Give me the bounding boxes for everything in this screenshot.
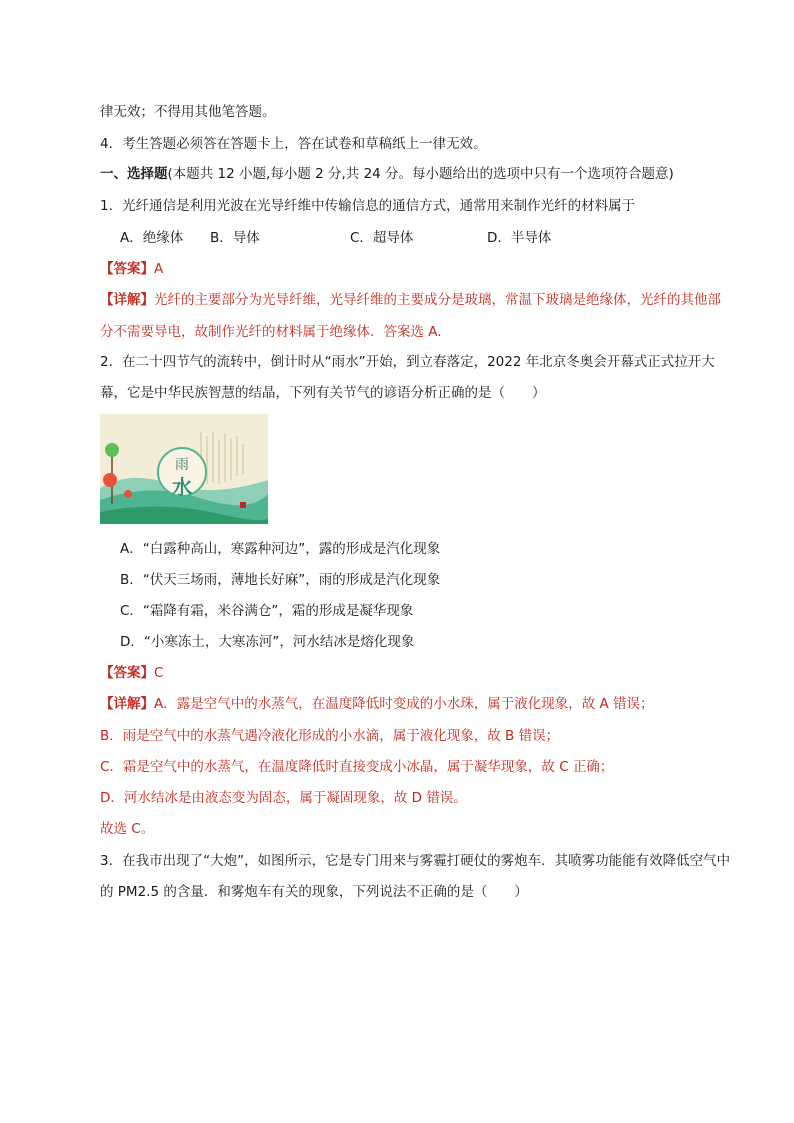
answer-tag: 【答案】 — [100, 261, 154, 277]
q2-option-d: D．“小寒冻土，大寒冻河”，河水结冰是熔化现象 — [120, 634, 415, 650]
q1-answer-value: A — [154, 261, 164, 277]
rain-water-illustration — [100, 414, 268, 524]
q1-detail-line-2: 分不需要导电，故制作光纤的材料属于绝缘体．答案选 A. — [100, 324, 442, 340]
q1-detail-text-1: 光纤的主要部分为光导纤维，光导纤维的主要成分是玻璃，常温下玻璃是绝缘体，光纤的其他部 — [154, 292, 721, 308]
q2-stem-line-2: 幕，它是中华民族智慧的结晶，下列有关节气的谚语分析正确的是（ ） — [100, 385, 546, 401]
tree-top-red — [103, 473, 117, 487]
q2-conclusion: 故选 C。 — [100, 821, 155, 837]
section-title: 一、选择题 — [100, 166, 168, 182]
emblem-char-rain: 雨 — [175, 457, 189, 473]
q1-stem: 1．光纤通信是利用光波在光导纤维中传输信息的通信方式，通常用来制作光纤的材料属于 — [100, 198, 636, 214]
answer-tag: 【答案】 — [100, 665, 154, 681]
q2-detail-line-1 — [100, 694, 654, 714]
detail-tag: 【详解】 — [100, 292, 154, 308]
q2-answer-value: C — [154, 665, 164, 681]
q2-detail-line-3: C．霜是空气中的水蒸气，在温度降低时直接变成小冰晶，属于凝华现象，故 C 正确； — [100, 759, 614, 775]
emblem-char-water: 水 — [172, 475, 192, 499]
q3-stem-line-2: 的 PM2.5 的含量．和雾炮车有关的现象，下列说法不正确的是（ ） — [100, 884, 528, 900]
instruction-line-2: 4．考生答题必须答在答题卡上，答在试卷和草稿纸上一律无效。 — [100, 136, 487, 152]
q1-option-d: D．半导体 — [487, 230, 552, 246]
tree-small-red — [124, 490, 132, 498]
seal-stamp — [240, 502, 246, 508]
q1-detail-line-1 — [100, 290, 721, 310]
q2-option-a: A．“白露种高山，寒露种河边”，露的形成是汽化现象 — [120, 541, 441, 557]
q2-detail-line-2: B．雨是空气中的水蒸气遇冷液化形成的小水滴，属于液化现象，故 B 错误； — [100, 728, 560, 744]
q2-option-c: C．“霜降有霜，米谷满仓”，霜的形成是凝华现象 — [120, 603, 414, 619]
detail-tag: 【详解】 — [100, 696, 154, 712]
q2-answer — [100, 663, 163, 683]
q1-option-a: A．绝缘体 — [120, 230, 184, 246]
q1-answer — [100, 259, 163, 279]
q2-illustration — [100, 414, 268, 524]
q2-detail-line-4: D．河水结冰是由液态变为固态，属于凝固现象，故 D 错误。 — [100, 790, 467, 806]
q2-option-b: B．“伏天三场雨，薄地长好麻”，雨的形成是汽化现象 — [120, 572, 441, 588]
q2-stem-line-1: 2．在二十四节气的流转中，倒计时从“雨水”开始，到立春落定，2022 年北京冬奥会开幕式正式拉开大 — [100, 354, 715, 370]
section-header — [100, 164, 674, 184]
q3-stem-line-1: 3．在我市出现了“大炮”，如图所示，它是专门用来与雾霾打硬仗的雾炮车．其喷雾功能能有效降低空气中 — [100, 853, 731, 869]
q1-option-c: C．超导体 — [350, 230, 414, 246]
tree-top-green — [105, 443, 119, 457]
instruction-line-1: 律无效；不得用其他笔答题。 — [100, 104, 276, 120]
q1-option-b: B．导体 — [210, 230, 260, 246]
section-desc: (本题共 12 小题,每小题 2 分,共 24 分。每小题给出的选项中只有一个选项符合题意) — [167, 166, 674, 182]
q2-detail-text-1: A．露是空气中的水蒸气，在温度降低时变成的小水珠，属于液化现象，故 A 错误； — [154, 696, 654, 712]
